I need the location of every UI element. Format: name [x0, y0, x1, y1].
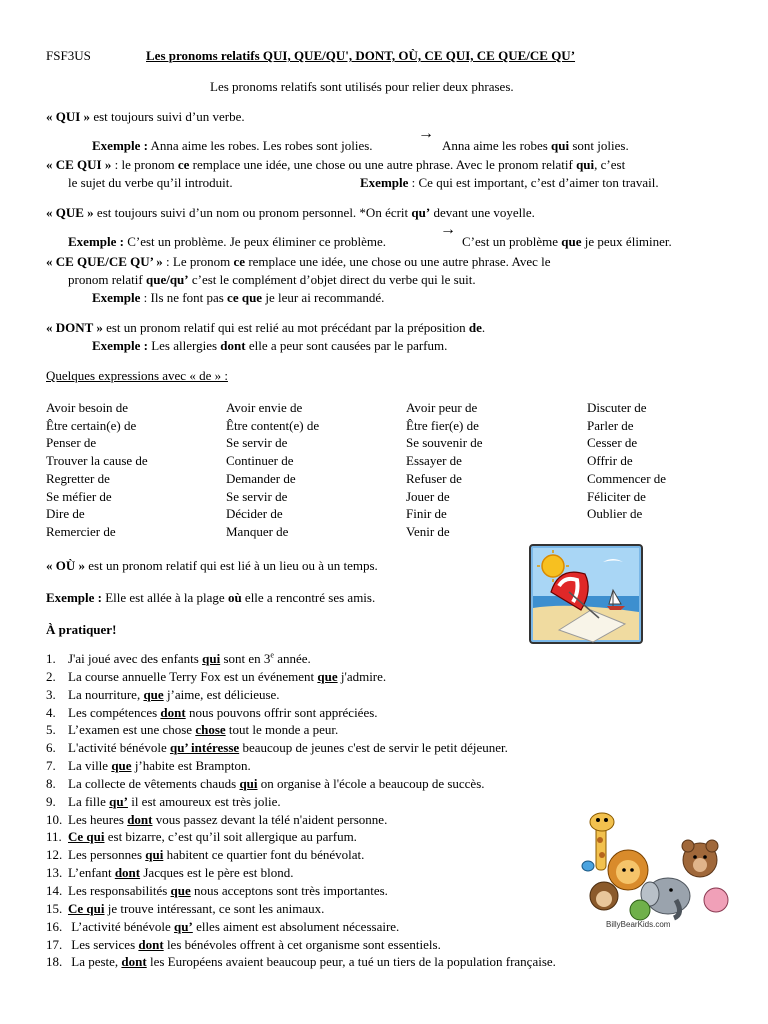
expression-item: Se souvenir de — [406, 435, 483, 451]
expression-item: Remercier de — [46, 523, 116, 539]
item-text: L’enfant — [68, 865, 115, 881]
item-number: 1. — [46, 651, 56, 666]
list-item — [46, 900, 556, 918]
que-example-b-pre: C’est un problème — [462, 234, 562, 249]
dont-rule-a: est un pronom relatif qui est relié au mot précédant par la préposition — [102, 320, 469, 335]
arrow-icon: → — [418, 125, 434, 142]
expression-item: Finir de — [406, 506, 447, 522]
beach-umbrella-image — [529, 544, 643, 644]
expression-item: Demander de — [226, 470, 296, 486]
expression-item: Parler de — [587, 417, 634, 433]
expression-item: Avoir besoin de — [46, 400, 129, 415]
que-example-b-post: je peux éliminer. — [581, 234, 672, 249]
list-item — [46, 668, 556, 686]
list-item — [46, 686, 556, 704]
qui-example-label: Exemple : — [92, 138, 148, 153]
item-text: vous passez devant la télé n'aident personne. — [152, 811, 388, 827]
expression-item: Cesser de — [587, 435, 638, 451]
qui-label: « QUI » — [46, 109, 91, 124]
ce-que-label: « CE QUE/CE QU’ » — [46, 254, 163, 269]
item-text: nous acceptons sont très importantes. — [190, 882, 388, 898]
list-item — [46, 793, 556, 811]
ce-que-example-label: Exemple — [92, 290, 141, 305]
ce-qui-rule — [46, 157, 625, 173]
item-text: Les compétences — [68, 704, 161, 720]
expression-item: Discuter de — [587, 400, 647, 415]
item-text: L'activité bénévole — [68, 740, 170, 756]
expression-item: Avoir peur de — [406, 400, 478, 415]
item-number: 5. — [46, 722, 56, 738]
qui-example — [92, 138, 373, 154]
list-item — [46, 846, 556, 864]
ou-label: « OÙ » — [46, 558, 85, 573]
item-answer: qu’ — [109, 793, 128, 809]
item-number: 10. — [46, 811, 63, 827]
ce-qui-text-b: ce — [177, 157, 190, 172]
item-answer: que — [143, 686, 164, 702]
expression-item: Regretter de — [46, 470, 110, 486]
qui-example-a: Anna aime les robes. Les robes sont jolies. — [147, 138, 373, 153]
course-code: FSF3US — [46, 48, 91, 63]
expression-item: Être certain(e) de — [46, 417, 137, 433]
expressions-column-4 — [587, 399, 666, 523]
que-label: « QUE » — [46, 205, 94, 220]
ce-qui-example — [360, 175, 659, 191]
ce-que-example-a: : Ils ne font pas — [140, 290, 228, 305]
item-number: 4. — [46, 704, 56, 720]
item-number: 18. — [46, 954, 63, 970]
dont-rule-c: . — [481, 320, 486, 335]
ce-que-text-a: : Le pronom — [162, 254, 234, 269]
expression-item: Offrir de — [587, 453, 633, 469]
item-text: habitent ce quartier font du bénévolat. — [163, 847, 365, 863]
list-item — [46, 757, 556, 775]
item-text: année. — [273, 651, 311, 666]
item-answer: qui — [239, 775, 258, 791]
expression-item: Refuser de — [406, 470, 462, 486]
qui-example-result — [442, 138, 629, 154]
qui-example-b-bold: qui — [551, 138, 570, 153]
item-answer: que — [317, 668, 338, 684]
expression-item: Penser de — [46, 435, 97, 451]
item-text: L’examen est une chose — [68, 722, 196, 738]
item-text: La course annuelle Terry Fox est un événement — [68, 668, 318, 684]
item-number: 2. — [46, 668, 56, 684]
item-text: on organise à l'école a beaucoup de succès. — [257, 775, 485, 791]
item-answer: chose — [195, 722, 226, 738]
item-text: La peste, — [68, 954, 122, 970]
ou-example-label: Exemple : — [46, 590, 102, 605]
ce-que-example — [92, 290, 384, 306]
list-item — [46, 650, 556, 668]
ce-que-line2-c: c’est le complément d’objet direct du verbe qui le suit. — [188, 272, 476, 287]
expression-item: Se servir de — [226, 435, 288, 451]
item-text: j’aime, est délicieuse. — [163, 686, 280, 702]
list-item — [46, 936, 556, 954]
item-text: Les responsabilités — [68, 882, 171, 898]
dont-label: « DONT » — [46, 320, 103, 335]
item-number: 15. — [46, 900, 63, 916]
item-answer: qui — [145, 847, 164, 863]
que-rule-b: qu’ — [411, 205, 431, 220]
item-number: 17. — [46, 936, 63, 952]
item-answer: dont — [160, 704, 186, 720]
expression-item: Se servir de — [226, 488, 288, 504]
dont-rule-b: de — [468, 320, 482, 335]
item-text: est bizarre, c’est qu’il soit allergique au parfum. — [104, 829, 357, 845]
ce-qui-line2: le sujet du verbe qu’il introduit. — [68, 175, 233, 190]
item-number: 12. — [46, 847, 63, 863]
item-text: La collecte de vêtements chauds — [68, 775, 240, 791]
item-text: Les heures — [68, 811, 128, 827]
expression-item: Être content(e) de — [226, 417, 320, 433]
list-item — [46, 918, 556, 936]
item-text: La ville — [68, 758, 112, 774]
item-text: j’habite est Brampton. — [131, 758, 251, 774]
dont-example — [92, 338, 447, 354]
que-example-label: Exemple : — [68, 234, 124, 249]
page-title: Les pronoms relatifs QUI, QUE/QU', DONT, OÙ, CE QUI, CE QUE/CE QU’ — [146, 48, 576, 63]
item-answer: Ce qui — [68, 829, 105, 845]
item-text: beaucoup de jeunes c'est de servir le petit déjeuner. — [239, 740, 508, 756]
ce-qui-text-e: , c’est — [594, 157, 626, 172]
que-example-a: C’est un problème. Je peux éliminer ce problème. — [123, 234, 387, 249]
item-text: j'admire. — [337, 668, 387, 684]
que-example-b-bold: que — [561, 234, 582, 249]
qui-example-b-post: sont jolies. — [569, 138, 629, 153]
item-text: L’activité bénévole — [68, 918, 175, 934]
expression-item: Avoir envie de — [226, 400, 303, 415]
expression-item: Décider de — [226, 506, 283, 522]
item-number: 7. — [46, 758, 56, 774]
item-superscript: e — [270, 650, 274, 660]
ce-que-example-c: je leur ai recommandé. — [262, 290, 385, 305]
item-answer: qu’ intéresse — [169, 740, 240, 756]
expressions-heading: Quelques expressions avec « de » : — [46, 368, 228, 383]
item-answer: dont — [121, 954, 147, 970]
item-text: les bénévoles offrent à cet organisme sont essentiels. — [163, 936, 441, 952]
list-item — [46, 775, 556, 793]
ce-qui-text-d: qui — [576, 157, 595, 172]
item-answer: que — [111, 758, 132, 774]
expression-item: Être fier(e) de — [406, 417, 479, 433]
item-answer: qui — [202, 651, 221, 666]
list-item — [46, 882, 556, 900]
item-text: tout le monde a peur. — [225, 722, 339, 738]
item-number: 8. — [46, 775, 56, 791]
list-item — [46, 704, 556, 722]
item-text: sont en 3 — [220, 651, 271, 666]
ce-que-line2-b: que/qu’ — [145, 272, 189, 287]
item-text: les Européens avaient beaucoup peur, a tué un tiers de la population française. — [146, 954, 556, 970]
list-item — [46, 864, 556, 882]
expression-item: Oublier de — [587, 506, 643, 522]
clipart-watermark: BillyBearKids.com — [606, 920, 671, 929]
ce-qui-text-c: remplace une idée, une chose ou une autre phrase. Avec le pronom relatif — [189, 157, 577, 172]
qui-rule — [46, 109, 245, 125]
arrow-icon: → — [440, 221, 456, 238]
item-number: 16. — [46, 918, 63, 934]
item-text: Les personnes — [68, 847, 146, 863]
que-rule-a: est toujours suivi d’un nom ou pronom personnel. *On écrit — [93, 205, 412, 220]
ou-rule — [46, 558, 378, 574]
ou-rule-text: est un pronom relatif qui est lié à un lieu ou à un temps. — [85, 558, 378, 573]
expression-item: Jouer de — [406, 488, 450, 504]
list-item — [46, 739, 556, 757]
item-text: nous pouvons offrir sont appréciées. — [185, 704, 378, 720]
item-answer: dont — [138, 936, 164, 952]
expression-item: Venir de — [406, 523, 450, 539]
ou-example-a: Elle est allée à la plage — [101, 590, 228, 605]
item-text: elles aiment est absolument nécessaire. — [192, 918, 400, 934]
expressions-column-2 — [226, 399, 319, 541]
item-answer: qu’ — [174, 918, 193, 934]
expression-item: Féliciter de — [587, 488, 646, 504]
expression-item: Essayer de — [406, 453, 462, 469]
item-text: J'ai joué avec des enfants — [68, 651, 203, 666]
ce-que-text-c: remplace une idée, une chose ou une autre phrase. Avec le — [245, 254, 551, 269]
dont-example-label: Exemple : — [92, 338, 148, 353]
ce-qui-example-label: Exemple — [360, 175, 409, 190]
item-text: il est amoureux est très jolie. — [127, 793, 281, 809]
dont-example-b: dont — [220, 338, 246, 353]
ce-que-line2 — [68, 272, 476, 288]
ce-qui-label: « CE QUI » — [46, 157, 112, 172]
ce-que-example-b: ce que — [227, 290, 263, 305]
que-rule-c: devant une voyelle. — [430, 205, 535, 220]
expression-item: Continuer de — [226, 453, 294, 469]
item-number: 6. — [46, 740, 56, 756]
list-item — [46, 828, 556, 846]
list-item — [46, 721, 556, 739]
list-item — [46, 953, 556, 971]
que-rule — [46, 205, 535, 221]
expressions-column-3 — [406, 399, 483, 541]
qui-rule-text: est toujours suivi d’un verbe. — [90, 109, 245, 124]
practice-heading: À pratiquer! — [46, 622, 117, 637]
practice-list — [46, 650, 556, 971]
animals-clipart-image — [576, 810, 744, 930]
item-answer: dont — [114, 865, 141, 881]
item-text: je trouve intéressant, ce sont les animaux. — [104, 900, 325, 916]
item-answer: dont — [127, 811, 153, 827]
item-answer: que — [170, 882, 191, 898]
expression-item: Dire de — [46, 506, 85, 522]
expressions-column-1 — [46, 399, 148, 541]
dont-rule — [46, 320, 485, 336]
item-number: 13. — [46, 865, 63, 881]
ou-example — [46, 590, 375, 606]
item-text: La nourriture, — [68, 686, 144, 702]
dont-example-c: elle a peur sont causées par le parfum. — [245, 338, 448, 353]
item-number: 3. — [46, 686, 56, 702]
ce-que-line2-a: pronom relatif — [68, 272, 146, 287]
item-text: La fille — [68, 793, 110, 809]
item-answer: Ce qui — [68, 900, 105, 916]
expression-item: Se méfier de — [46, 488, 112, 504]
ce-que-rule — [46, 254, 551, 270]
ce-que-text-b: ce — [233, 254, 246, 269]
expression-item: Commencer de — [587, 470, 667, 486]
qui-example-b-pre: Anna aime les robes — [442, 138, 552, 153]
item-text: Jacques est le père est blond. — [140, 865, 294, 881]
item-number: 14. — [46, 882, 63, 898]
intro-text: Les pronoms relatifs sont utilisés pour relier deux phrases. — [210, 79, 514, 94]
item-text: Les services — [68, 936, 139, 952]
que-example-result — [462, 234, 672, 250]
ce-qui-example-text: : Ce qui est important, c’est d’aimer ton travail. — [408, 175, 659, 190]
dont-example-a: Les allergies — [147, 338, 221, 353]
list-item — [46, 811, 556, 829]
que-example — [68, 234, 386, 250]
item-number: 11. — [46, 829, 62, 845]
item-number: 9. — [46, 793, 56, 809]
expression-item: Trouver la cause de — [46, 453, 148, 469]
expression-item: Manquer de — [226, 523, 289, 539]
ou-example-c: elle a rencontré ses amis. — [241, 590, 376, 605]
ou-example-b: où — [227, 590, 242, 605]
ce-qui-text-a: : le pronom — [111, 157, 178, 172]
